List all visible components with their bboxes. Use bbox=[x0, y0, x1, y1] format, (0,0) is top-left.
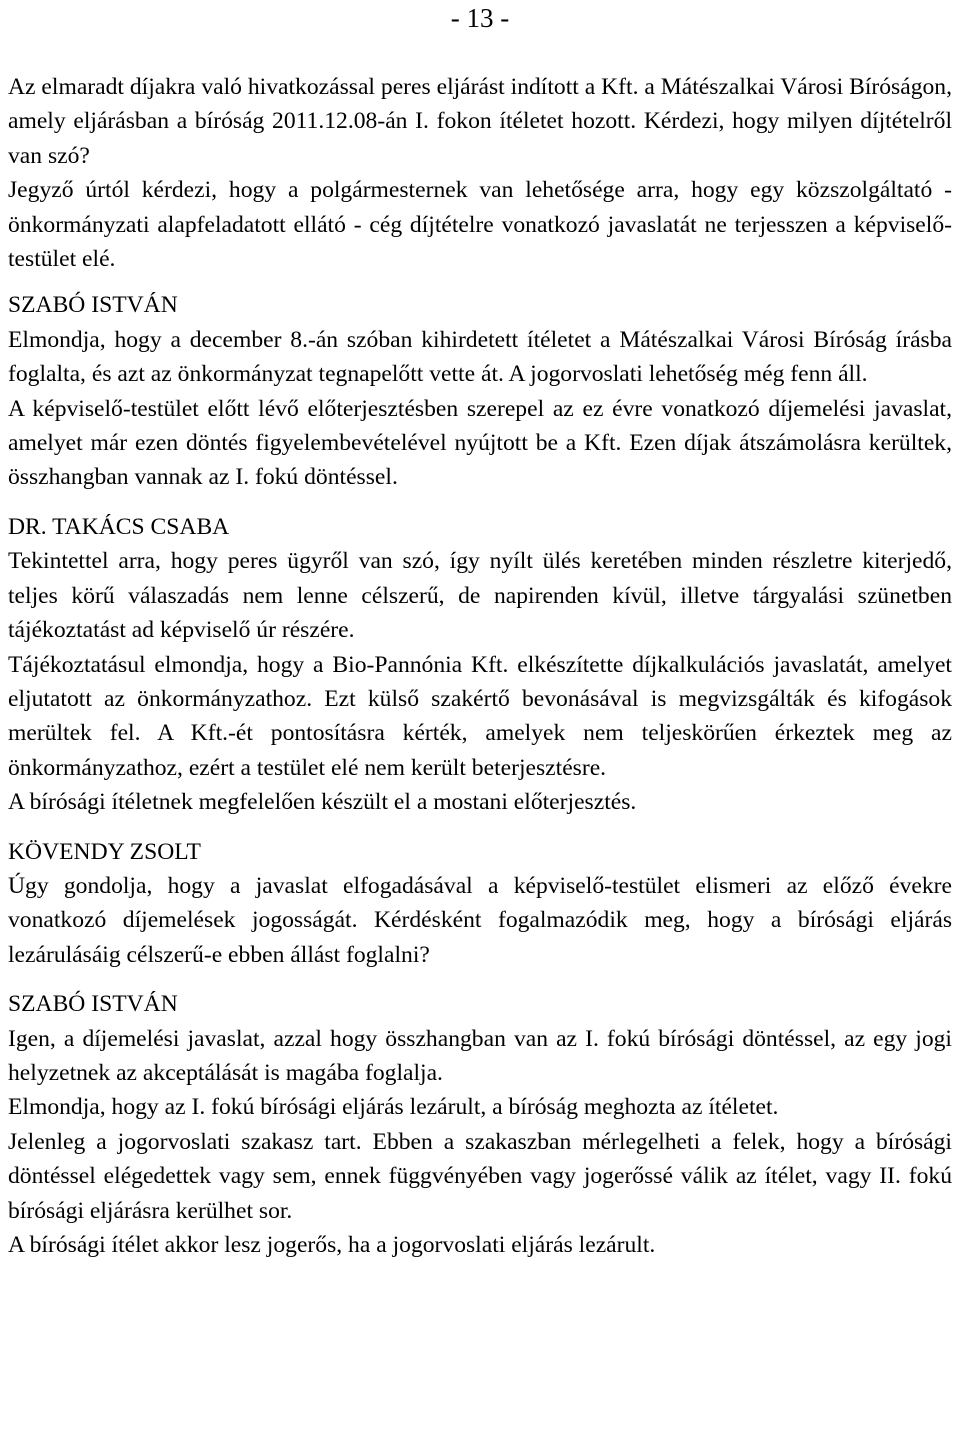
paragraph: Tájékoztatásul elmondja, hogy a Bio-Pannónia Kft. elkészítette díjkalkulációs javaslatát, amelyet eljutatott az önkormányzathoz. Ezt külső szakértő bevonásával is megvizsgálták és kifogások merültek fel. A Kft.-ét pontosításra kérték, amelyek nem teljeskörűen érkeztek meg az önkormányzathoz, ezért a testület elé nem került beterjesztésre. bbox=[8, 651, 952, 781]
paragraph: A bírósági ítélet akkor lesz jogerős, ha a jogorvoslati eljárás lezárult. bbox=[8, 1232, 656, 1258]
paragraph: Igen, a díjemelési javaslat, azzal hogy összhangban van az I. fokú bírósági döntéssel, az egy jogi helyzetnek az akceptálását is magába foglalja. bbox=[8, 1025, 952, 1086]
speaker-heading: SZABÓ ISTVÁN bbox=[8, 991, 178, 1018]
speaker-heading: SZABÓ ISTVÁN bbox=[8, 292, 178, 319]
document-body bbox=[8, 70, 952, 1262]
paragraph: Tekintettel arra, hogy peres ügyről van szó, így nyílt ülés keretében minden részletre kiterjedő, teljes körű válaszadás nem lenne célszerű, de napirenden kívül, illetve tárgyalási szünetben tájékoztatást ad képviselő úr részére. bbox=[8, 548, 952, 644]
paragraph: Elmondja, hogy az I. fokú bírósági eljárás lezárult, a bíróság meghozta az ítéletet. bbox=[8, 1094, 779, 1121]
paragraph: Elmondja, hogy a december 8.-án szóban kihirdetett ítéletet a Mátészalkai Városi Bíróság írásba foglalta, és azt az önkormányzat tegnapelőtt vette át. A jogorvoslati lehetőség még fenn áll. bbox=[8, 326, 952, 388]
page-number: - 13 - bbox=[450, 3, 510, 33]
paragraph: A képviselő-testület előtt lévő előterjesztésben szerepel az ez évre vonatkozó díjemelési javaslat, amelyet már ezen döntés figyelembevételével nyújtott be a Kft. Ezen díjak átszámolásra kerültek, összhangban vannak az I. fokú döntéssel. bbox=[8, 395, 952, 491]
speaker-heading: KÖVENDY ZSOLT bbox=[8, 838, 201, 865]
paragraph: Jelenleg a jogorvoslati szakasz tart. Ebben a szakaszban mérlegelheti a felek, hogy a bírósági döntéssel elégedettek vagy sem, ennek függvényében vagy jogerőssé válik az ítélet, vagy II. fokú bírósági eljárásra kerülhet sor. bbox=[8, 1128, 952, 1224]
speaker-heading: DR. TAKÁCS CSABA bbox=[8, 513, 230, 540]
paragraph: Az elmaradt díjakra való hivatkozással peres eljárást indított a Kft. a Mátészalkai Városi Bíróságon, amely eljárásban a bíróság 2011.12.08-án I. fokon ítéletet hozott. Kérdezi, hogy milyen díjtételről van szó? bbox=[8, 74, 952, 169]
paragraph: Úgy gondolja, hogy a javaslat elfogadásával a képviselő-testület elismeri az előző évekre vonatkozó díjemelések jogosságát. Kérdésként fogalmazódik meg, hogy a bírósági eljárás lezárulásáig célszerű-e ebben állást foglalni? bbox=[8, 872, 952, 968]
paragraph: A bírósági ítéletnek megfelelően készült el a mostani előterjesztés. bbox=[8, 789, 637, 816]
paragraph: Jegyző úrtól kérdezi, hogy a polgármesternek van lehetősége arra, hogy egy közszolgáltató - önkormányzati alapfeladatott ellátó - cég díjtételre vonatkozó javaslatát ne terjesszen a képviselő-testület elé. bbox=[8, 177, 952, 273]
